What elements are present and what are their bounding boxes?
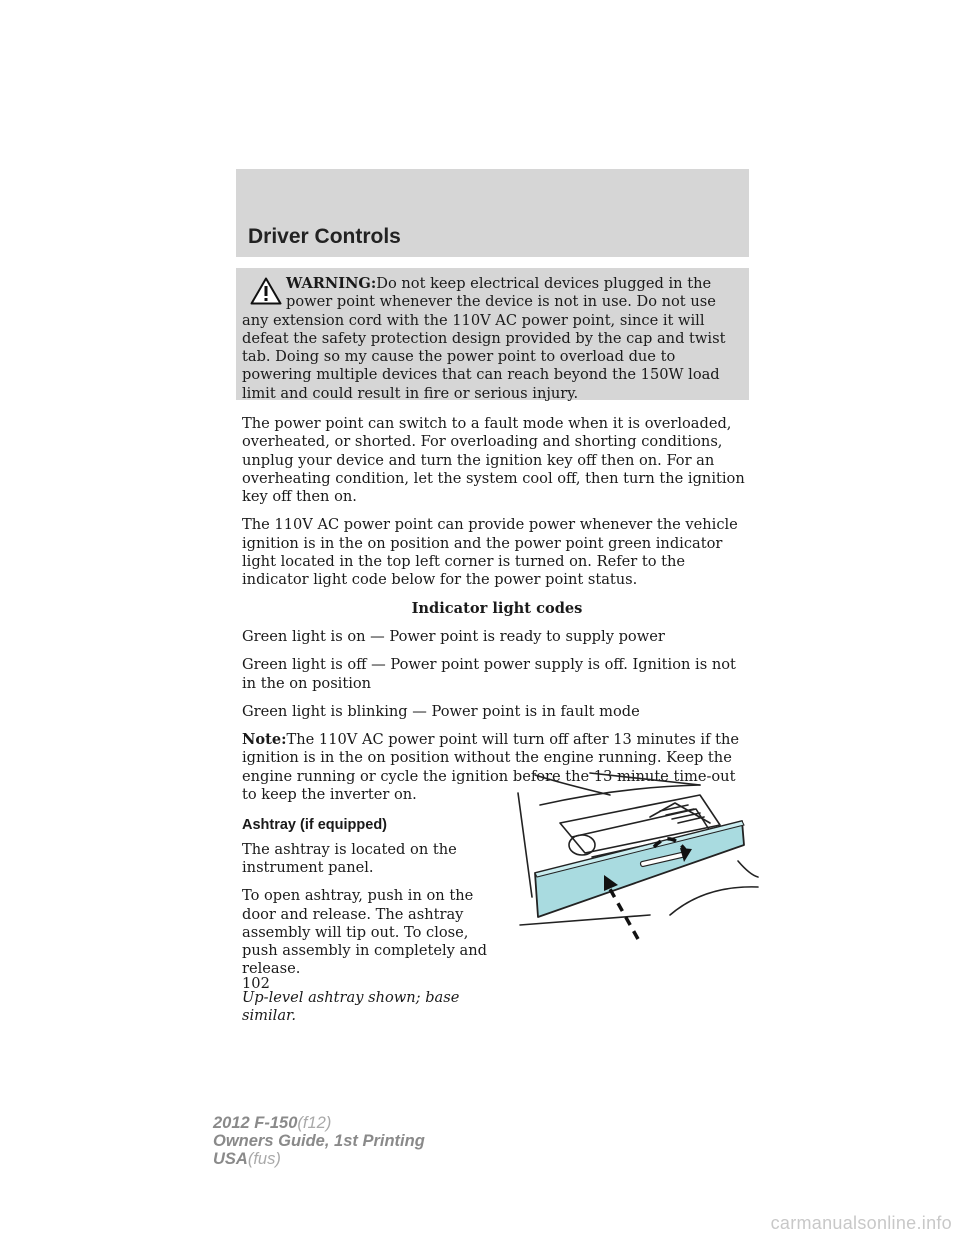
warning-text (242, 275, 742, 403)
note-label: Note: (242, 731, 287, 749)
ashtray-text (242, 841, 502, 1026)
footer-line-printing: Owners Guide, 1st Printing (213, 1132, 425, 1150)
warning-body: Do not keep electrical devices plugged in the power point whenever the device is not in use. Do not use any extension cord with the 110V AC power point, since it will defeat the safety protection design provided by the cap and twist tab. Doing so my cause the power point to overload due to powering multiple devices that can reach beyond the 150W load limit and could result in fire or serious injury. (242, 275, 726, 402)
site-watermark: carmanualsonline.info (770, 1213, 952, 1233)
indicator-code-blinking: Green light is blinking — Power point is in fault mode (242, 702, 640, 720)
ashtray-caption: Up-level ashtray shown; base similar. (242, 988, 460, 1025)
footer-line-model: 2012 F-150(f12) (213, 1114, 332, 1132)
power-point-paragraph: The 110V AC power point can provide power whenever the vehicle ignition is in the on position and the power point green indicator light located in the top left corner is turned on. Refer to the indicator light code below for the power point status. (242, 516, 738, 589)
indicator-code-on: Green light is on — Power point is ready to supply power (242, 627, 665, 645)
footer-line-market: USA(fus) (213, 1150, 281, 1168)
section-header-band (236, 169, 749, 257)
warning-box (236, 268, 749, 400)
fault-mode-paragraph: The power point can switch to a fault mode when it is overloaded, overheated, or shorted. For overloading and shorting conditions, unplug your device and turn the ignition key off then on. For an overheating condition, let the system cool off, then turn the ignition key off then on. (242, 415, 745, 506)
indicator-code-off: Green light is off — Power point power supply is off. Ignition is not in the on position (242, 656, 736, 692)
ashtray-heading: Ashtray (if equipped) (242, 817, 388, 834)
indicator-codes-title: Indicator light codes (411, 599, 583, 617)
section-title: Driver Controls (248, 225, 401, 248)
page-number: 102 (242, 975, 270, 992)
warning-label: WARNING: (286, 275, 377, 292)
ashtray-open-paragraph: To open ashtray, push in on the door and release. The ashtray assembly will tip out. To close, push assembly in completely and release. (242, 887, 487, 978)
document-footer (213, 1114, 425, 1168)
ashtray-illustration (500, 765, 760, 950)
ashtray-location-paragraph: The ashtray is located on the instrument panel. (242, 840, 457, 876)
note-text: The 110V AC power point will turn off after 13 minutes if the ignition is in the on position without the engine running. Keep the engine running or cycle the ignition before the 13 minute time-out to keep the inverter on. (242, 731, 740, 804)
